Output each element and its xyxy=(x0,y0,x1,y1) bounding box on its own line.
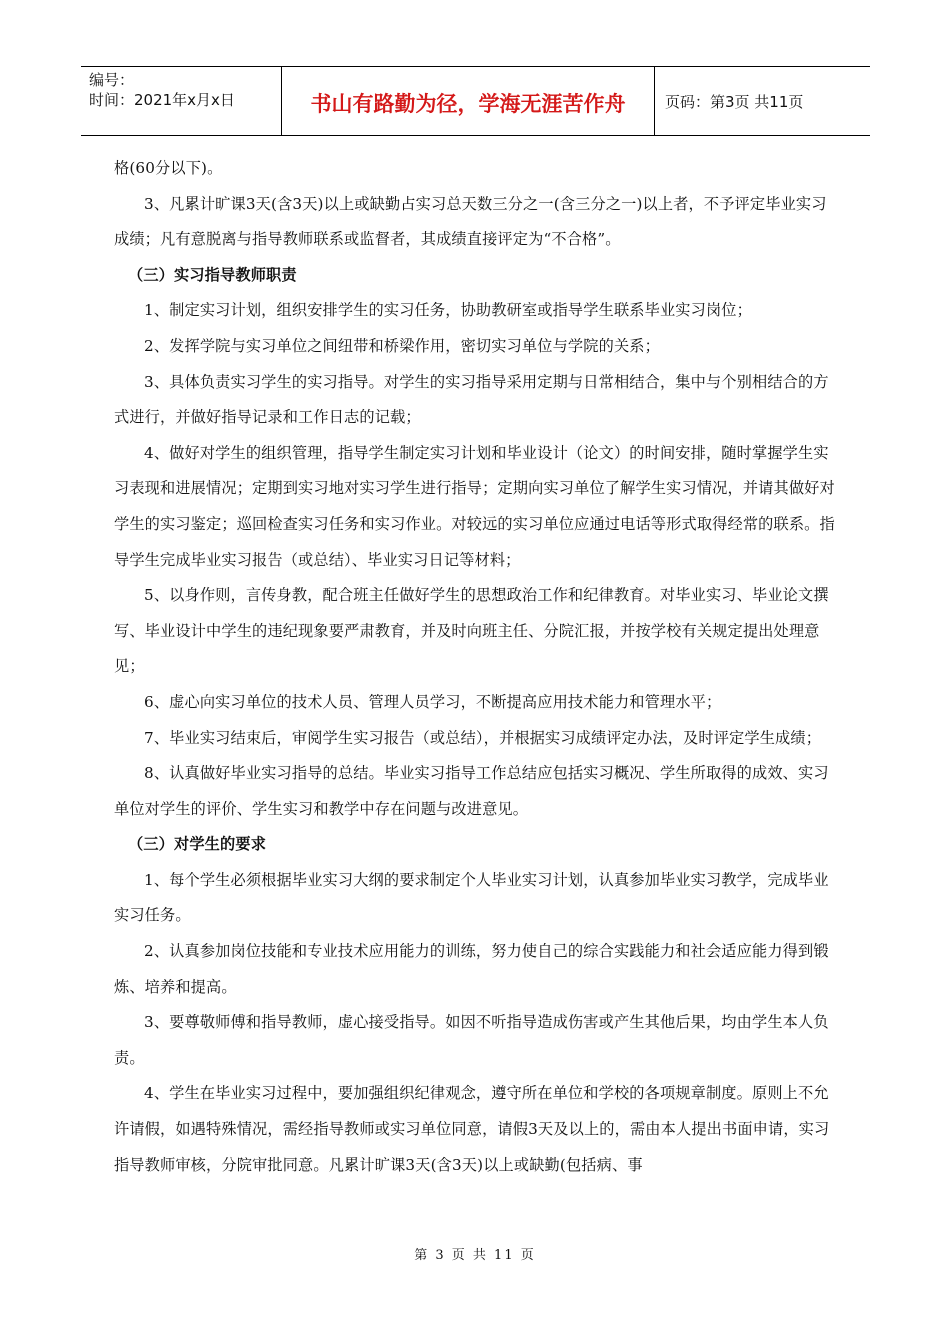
paragraph-3: 1、制定实习计划，组织安排学生的实习任务，协助教研室或指导学生联系毕业实习岗位； xyxy=(144,301,752,320)
paragraph-5: 3、具体负责实习学生的实习指导。对学生的实习指导采用定期与日常相结合，集中与个别相结合的方式进行，并做好指导记录和工作日志的记载； xyxy=(114,372,829,427)
header-page-label: 页码：第3页 共11页 xyxy=(665,92,804,111)
header-meta xyxy=(81,67,281,135)
document-header xyxy=(81,66,870,136)
paragraph-6: 4、做好对学生的组织管理，指导学生制定实习计划和毕业设计（论文）的时间安排，随时掌握学生实习表现和进展情况；定期到实习地对实习学生进行指导；定期向实习单位了解学生实习情况，并请其做好对学生的实习鉴定；巡回检查实习任务和实习作业。对较远的实习单位应通过电话等形式取得经常的联系。指导学生完成毕业实习报告（或总结）、毕业实习日记等材料； xyxy=(114,443,835,569)
footer-page-number: 第 3 页 共 11 页 xyxy=(414,1248,536,1263)
paragraph-8: 6、虚心向实习单位的技术人员、管理人员学习，不断提高应用技术能力和管理水平； xyxy=(144,692,722,711)
paragraph-0: 格(60分以下)。 xyxy=(114,159,223,177)
section-heading-student-requirements: （三）对学生的要求 xyxy=(128,835,267,854)
paragraph-7: 5、以身作则，言传身教，配合班主任做好学生的思想政治工作和纪律教育。对毕业实习、毕业论文撰写、毕业设计中学生的违纪现象要严肃教育，并及时向班主任、分院汇报，并按学校有关规定提出处理意见； xyxy=(114,586,829,676)
page-footer xyxy=(0,1244,950,1263)
document-number-label: 编号： xyxy=(89,71,135,89)
paragraph-15: 4、学生在毕业实习过程中，要加强组织纪律观念，遵守所在单位和学校的各项规章制度。原则上不允许请假，如遇特殊情况，需经指导教师或实习单位同意，请假3天及以上的，需由本人提出书面申请，实习指导教师审核，分院审批同意。凡累计旷课3天(含3天)以上或缺勤(包括病、事 xyxy=(114,1084,830,1174)
paragraph-14: 3、要尊敬师傅和指导教师，虚心接受指导。如因不听指导造成伤害或产生其他后果，均由学生本人负责。 xyxy=(114,1013,829,1067)
paragraph-4: 2、发挥学院与实习单位之间纽带和桥梁作用，密切实习单位与学院的关系； xyxy=(144,336,660,355)
paragraph-13: 2、认真参加岗位技能和专业技术应用能力的训练，努力使自己的综合实践能力和社会适应能力得到锻炼、培养和提高。 xyxy=(114,942,829,996)
header-motto: 书山有路勤为径，学海无涯苦作舟 xyxy=(281,67,655,135)
paragraph-10: 8、认真做好毕业实习指导的总结。毕业实习指导工作总结应包括实习概况、学生所取得的成效、实习单位对学生的评价、学生实习和教学中存在问题与改进意见。 xyxy=(114,764,829,818)
paragraph-9: 7、毕业实习结束后，审阅学生实习报告（或总结），并根据实习成绩评定办法，及时评定学生成绩； xyxy=(144,728,822,747)
paragraph-12: 1、每个学生必须根据毕业实习大纲的要求制定个人毕业实习计划，认真参加毕业实习教学，完成毕业实习任务。 xyxy=(114,870,829,925)
paragraph-1: 3、凡累计旷课3天(含3天)以上或缺勤占实习总天数三分之一(含三分之一)以上者，不予评定毕业实习成绩；凡有意脱离与指导教师联系或监督者，其成绩直接评定为“不合格”。 xyxy=(114,194,827,249)
document-body xyxy=(114,151,838,1183)
document-time-label: 时间：2021年x月x日 xyxy=(89,91,235,109)
section-heading-duties: （三）实习指导教师职责 xyxy=(128,265,297,284)
